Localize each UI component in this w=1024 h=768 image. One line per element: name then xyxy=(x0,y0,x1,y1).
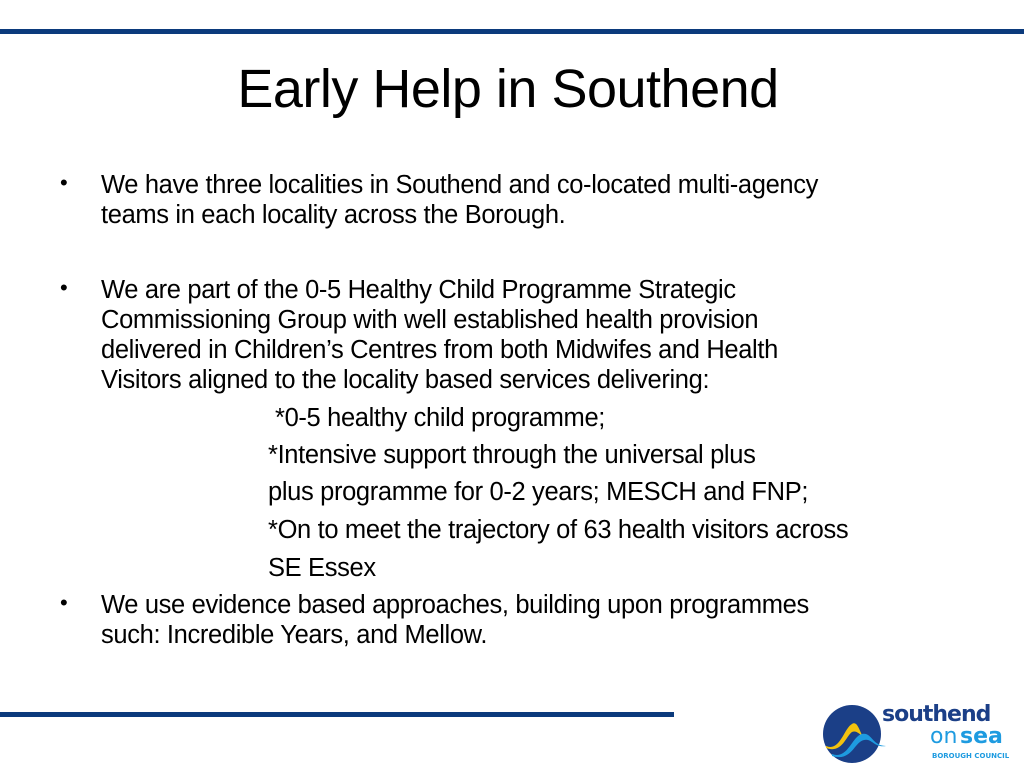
bullet-icon: • xyxy=(60,590,68,615)
bullet-2-line-1: We are part of the 0-5 Healthy Child Programme Strategic xyxy=(101,276,736,304)
sub-line-5: SE Essex xyxy=(268,554,376,582)
bullet-icon: • xyxy=(60,275,68,300)
logo-wave-icon xyxy=(822,702,886,766)
bullet-2-line-2: Commissioning Group with well established health provision xyxy=(101,306,759,334)
bullet-1-line-1: We have three localities in Southend and co-located multi-agency xyxy=(101,171,819,199)
sub-line-3: plus programme for 0-2 years; MESCH and FNP; xyxy=(268,478,809,506)
sub-line-1: *0-5 healthy child programme; xyxy=(275,404,606,432)
bullet-icon: • xyxy=(60,170,68,195)
slide-title: Early Help in Southend xyxy=(237,59,779,119)
bullet-2-line-4: Visitors aligned to the locality based services delivering: xyxy=(101,366,710,394)
southend-on-sea-logo: southend on sea BOROUGH COUNCIL xyxy=(822,702,1018,764)
bullet-2-line-3: delivered in Children’s Centres from both Midwifes and Health xyxy=(101,336,778,364)
sub-line-4: *On to meet the trajectory of 63 health visitors across xyxy=(268,516,849,544)
top-rule xyxy=(0,29,1024,34)
sub-line-2: *Intensive support through the universal plus xyxy=(268,441,756,469)
bullet-3-line-2: such: Incredible Years, and Mellow. xyxy=(101,621,488,649)
bullet-3-line-1: We use evidence based approaches, building upon programmes xyxy=(101,591,809,619)
bullet-1-line-2: teams in each locality across the Borough. xyxy=(101,201,566,229)
bottom-rule xyxy=(0,712,674,717)
